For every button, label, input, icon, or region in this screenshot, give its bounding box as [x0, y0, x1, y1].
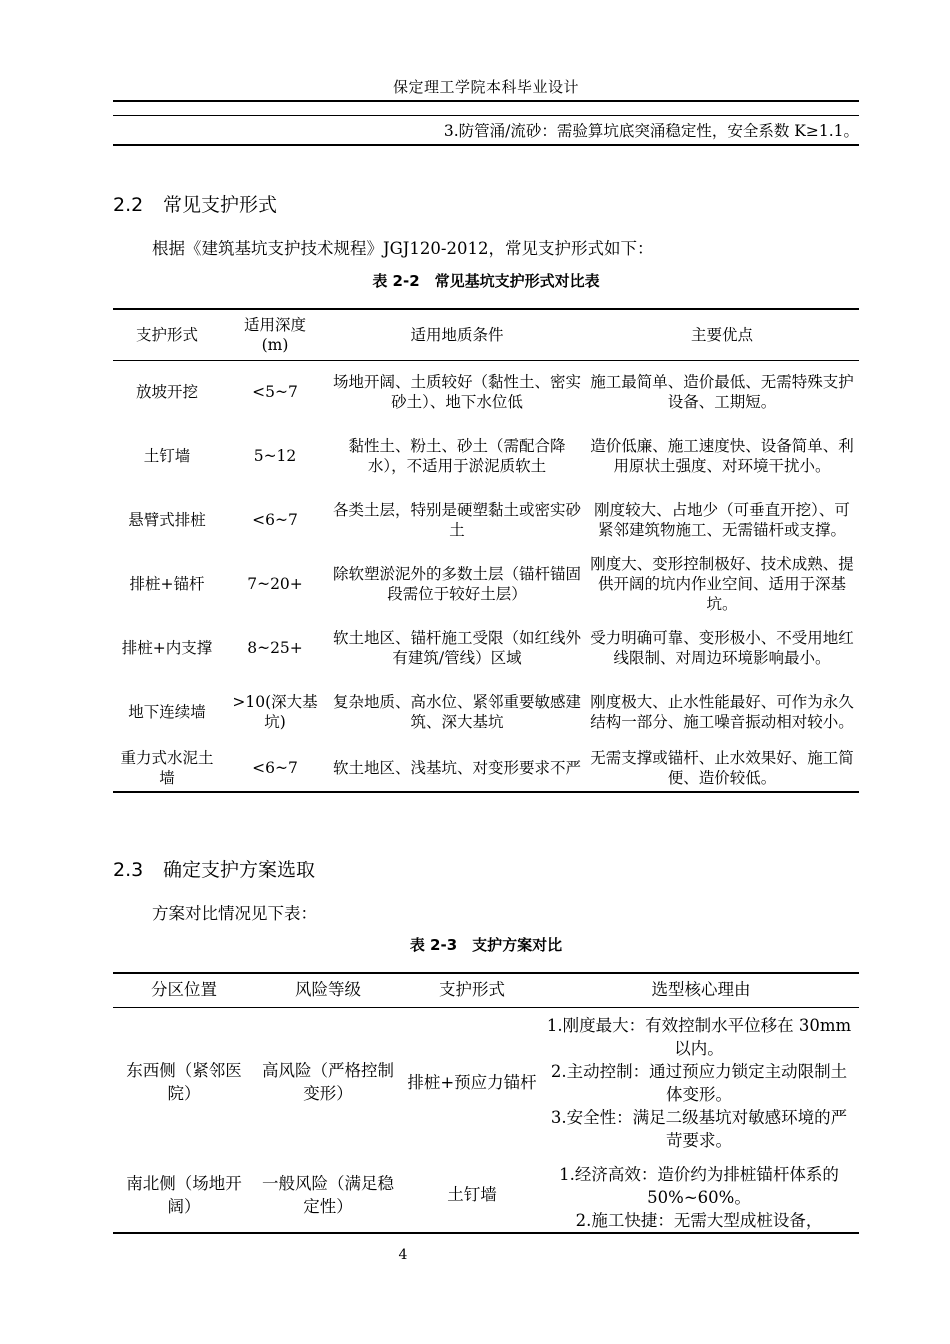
header-rule-thin	[113, 115, 859, 116]
table-cell: 场地开阔、土质较好（黏性土、密实砂土）、地下水位低	[333, 373, 582, 412]
table-caption: 表 2-2 常见基坑支护形式对比表	[372, 272, 600, 290]
reason-item: 3.安全性：满足二级基坑对敏感环境的严苛要求。	[550, 1107, 848, 1150]
section-number: 2.3	[113, 859, 144, 881]
table-cell: 刚度极大、止水性能最好、可作为永久结构一部分、施工噪音振动相对较小。	[590, 693, 854, 731]
table-cell: 软土地区、浅基坑、对变形要求不严	[333, 758, 582, 777]
section-title: 常见支护形式	[163, 194, 278, 216]
table-cell: 东西侧（紧邻医院）	[126, 1061, 242, 1104]
column-header: 支护形式	[113, 309, 221, 360]
table-cell: 高风险（严格控制变形）	[262, 1061, 394, 1104]
table-cell: 刚度较大、占地少（可垂直开挖）、可紧邻建筑物施工、无需锚杆或支撑。	[594, 501, 850, 539]
table-cell: 南北侧（场地开阔）	[126, 1173, 242, 1216]
support-forms-table	[113, 308, 859, 793]
table-cell: 5~12	[253, 447, 297, 465]
table-header-row	[113, 973, 859, 1007]
table-cell: 无需支撑或锚杆、止水效果好、施工简便、造价较低。	[590, 748, 854, 787]
page-header: 保定理工学院本科毕业设计	[392, 78, 579, 96]
table-cell: <6~7	[252, 758, 298, 777]
table-cell: 排桩+锚杆	[129, 575, 205, 593]
reason-item: 1.刚度最大：有效控制水平位移在 30mm 以内。	[546, 1015, 852, 1058]
continuation-rule	[113, 144, 859, 146]
table-cell: 施工最简单、造价最低、无需特殊支护设备、工期短。	[590, 373, 854, 412]
reasons-cell	[543, 1157, 859, 1233]
table-cell: 复杂地质、高水位、紧邻重要敏感建筑、深大基坑	[333, 693, 582, 731]
table-cell: 除软塑淤泥外的多数土层（锚杆锚固段需位于较好土层）	[333, 565, 582, 603]
table-cell: 土钉墙	[143, 447, 191, 465]
table-cell: 7~20+	[247, 575, 303, 593]
table-row	[113, 616, 859, 680]
table-cell: 排桩+内支撑	[121, 639, 213, 657]
support-scheme-table	[113, 972, 859, 1234]
column-header: 适用深度 (m)	[221, 309, 329, 360]
table-row	[113, 1157, 859, 1233]
reason-item: 2.施工快捷：无需大型成桩设备，	[575, 1211, 823, 1230]
table-cell: 受力明确可靠、变形极小、不受用地红线限制、对周边环境影响最小。	[590, 629, 854, 667]
reason-item: 1.经济高效：造价约为排桩锚杆体系的 50%~60%。	[559, 1165, 839, 1207]
table-cell: 土钉墙	[447, 1185, 497, 1204]
table-row	[113, 744, 859, 792]
table-cell: >10(深大基坑)	[232, 693, 318, 731]
table-row	[113, 488, 859, 552]
table-row	[113, 424, 859, 488]
continuation-text: 3.防管涌/流砂：需验算坑底突涌稳定性，安全系数 K≥1.1。	[443, 122, 859, 140]
table-row	[113, 680, 859, 744]
table-cell: 一般风险（满足稳定性）	[262, 1173, 394, 1216]
table-row	[113, 552, 859, 616]
reason-item: 2.主动控制：通过预应力锁定主动限制土体变形。	[550, 1061, 848, 1104]
section-heading-2-3	[113, 855, 315, 882]
table-cell: <5~7	[252, 383, 298, 402]
table-cell: <6~7	[252, 511, 298, 529]
reasons-cell	[543, 1007, 859, 1157]
table-row	[113, 1007, 859, 1157]
column-header: 风险等级	[255, 973, 401, 1007]
column-header: 适用地质条件	[329, 309, 585, 360]
table-cell: 软土地区、锚杆施工受限（如红线外有建筑/管线）区域	[333, 629, 582, 667]
section-number: 2.2	[113, 194, 144, 216]
table-row	[113, 360, 859, 424]
column-header: 支护形式	[401, 973, 543, 1007]
column-header: 选型核心理由	[543, 973, 859, 1007]
section-heading-2-2	[113, 190, 277, 217]
page-number: 4	[398, 1247, 408, 1263]
table-cell: 悬臂式排桩	[128, 511, 206, 529]
table-cell: 排桩+预应力锚杆	[407, 1072, 537, 1092]
table-cell: 造价低廉、施工速度快、设备简单、利用原状土强度、对环境干扰小。	[590, 437, 854, 475]
section-intro: 方案对比情况见下表：	[152, 904, 317, 923]
table-cell: 8~25+	[247, 639, 303, 657]
table-cell: 地下连续墙	[128, 703, 206, 721]
section-title: 确定支护方案选取	[163, 859, 316, 881]
column-header: 主要优点	[585, 309, 859, 360]
column-header: 分区位置	[113, 973, 255, 1007]
table-cell: 放坡开挖	[135, 383, 198, 402]
section-intro: 根据《建筑基坑支护技术规程》JGJ120-2012，常见支护形式如下：	[152, 239, 654, 258]
table-cell: 重力式水泥土墙	[120, 748, 214, 787]
header-rule	[113, 100, 859, 102]
table-cell: 各类土层，特别是硬塑黏土或密实砂土	[333, 501, 582, 539]
table-cell: 刚度大、变形控制极好、技术成熟、提供开阔的坑内作业空间、适用于深基坑。	[590, 555, 854, 613]
table-cell: 黏性土、粉土、砂土（需配合降水），不适用于淤泥质软土	[348, 437, 566, 475]
table-header-row	[113, 309, 859, 360]
table-caption: 表 2-3 支护方案对比	[409, 936, 563, 954]
